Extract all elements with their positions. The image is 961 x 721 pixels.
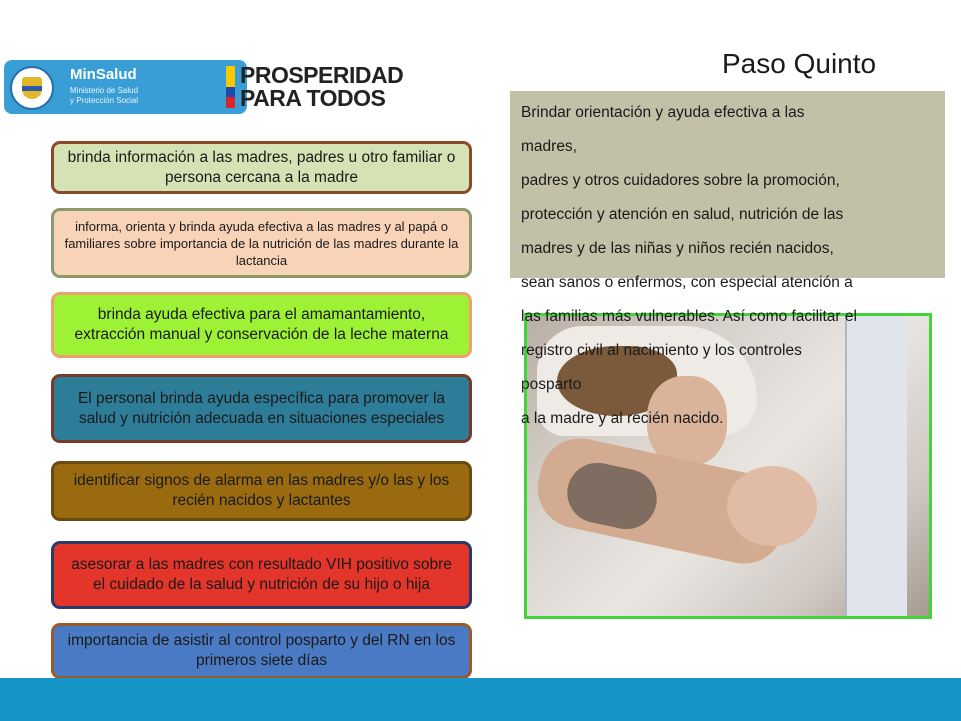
step-text-7: importancia de asistir al control posparto y del RN en los primeros siete días bbox=[67, 632, 456, 669]
prosperidad-line1: PROSPERIDAD bbox=[240, 62, 404, 88]
colombia-seal-icon bbox=[10, 66, 54, 110]
description-line: las familias más vulnerables. Así como facilitar el bbox=[521, 308, 857, 325]
step-box-6 bbox=[51, 541, 472, 609]
description-line: madres y de las niñas y niños recién nacidos, bbox=[521, 240, 834, 257]
footer-bar bbox=[0, 678, 961, 721]
prosperidad-logo bbox=[240, 64, 403, 110]
step-text-3: brinda ayuda efectiva para el amamantamiento, extracción manual y conservación de la leche materna bbox=[74, 306, 449, 343]
description-line: registro civil al nacimiento y los controles bbox=[521, 342, 802, 359]
flag-red bbox=[226, 97, 235, 108]
prosperidad-line2: PARA TODOS bbox=[240, 85, 386, 111]
step-box-7 bbox=[51, 623, 472, 679]
description-line: Brindar orientación y ayuda efectiva a las bbox=[521, 104, 805, 121]
colombia-flag-icon bbox=[226, 66, 235, 108]
step-text-4: El personal brinda ayuda específica para promover la salud y nutrición adecuada en situaciones especiales bbox=[77, 389, 446, 427]
step-text-2: informa, orienta y brinda ayuda efectiva a las madres y al papá o familiares sobre importancia de la nutrición de las madres durante la lactancia bbox=[64, 218, 459, 268]
step-box-4 bbox=[51, 374, 472, 443]
description-text bbox=[521, 96, 946, 436]
description-line: posparto bbox=[521, 376, 582, 393]
minsalud-subtitle-line2: y Protección Social bbox=[70, 96, 139, 105]
slide-title: Paso Quinto bbox=[722, 48, 877, 79]
step-box-3 bbox=[51, 292, 472, 358]
minsalud-subtitle-line1: Ministerio de Salud bbox=[70, 86, 139, 95]
step-box-1 bbox=[51, 141, 472, 194]
description-line: padres y otros cuidadores sobre la promoción, bbox=[521, 172, 840, 189]
step-box-2 bbox=[51, 208, 472, 278]
seal-band bbox=[22, 86, 42, 91]
description-line: protección y atención en salud, nutrición de las bbox=[521, 206, 844, 223]
step-text-6: asesorar a las madres con resultado VIH positivo sobre el cuidado de la salud y nutrición de su hijo o hija bbox=[71, 556, 452, 593]
photo-baby bbox=[727, 466, 817, 546]
minsalud-subtitle bbox=[70, 86, 190, 106]
description-line: madres, bbox=[521, 138, 577, 155]
step-text-5: identificar signos de alarma en las madres y/o las y los recién nacidos y lactantes bbox=[73, 472, 450, 509]
step-text-1: brinda información a las madres, padres u otro familiar o persona cercana a la madre bbox=[67, 148, 456, 186]
flag-blue bbox=[226, 87, 235, 97]
description-line: sean sanos o enfermos, con especial atención a bbox=[521, 274, 853, 291]
description-line: a la madre y al recién nacido. bbox=[521, 410, 724, 427]
minsalud-title: MinSalud bbox=[70, 66, 137, 83]
minsalud-logo bbox=[4, 60, 247, 114]
step-box-5 bbox=[51, 461, 472, 521]
flag-yellow bbox=[226, 66, 235, 87]
